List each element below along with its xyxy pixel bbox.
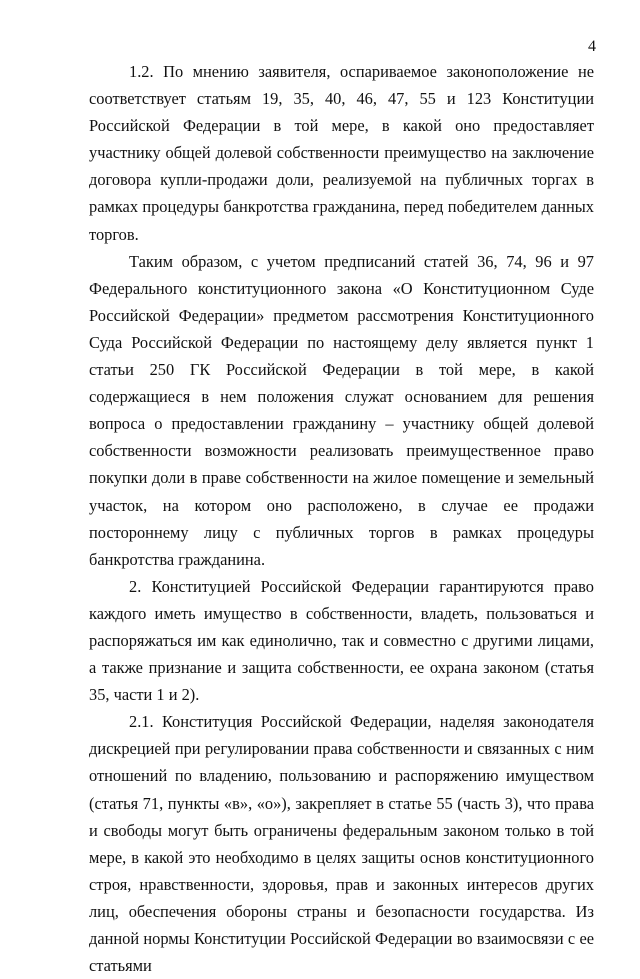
paragraph-1-2: 1.2. По мнению заявителя, оспариваемое законоположение не соответствует статьям 19, 35, 40, 46, 47, 55 и 123 Конституции Российской Федерации в той мере, в какой оно предоставляет участнику общей долевой собственности преимущество на заключение договора купли-продажи доли, реализуемой на публичных торгах в рамках процедуры банкротства гражданина, перед победителем данных торгов. [89,62,594,244]
paragraph-2-1: 2.1. Конституция Российской Федерации, наделяя законодателя дискрецией при регулировании права собственности и связанных с ним отношений по владению, пользованию и распоряжению имуществом (статья 71, пункты «в», «о»), закрепляет в статье 55 (часть 3), что права и свободы могут быть ограничены федеральным законом только в той мере, в какой это необходимо в целях защиты основ конституционного строя, нравственности, здоровья, прав и законных интересов других лиц, обеспечения обороны страны и безопасности государства. Из данной нормы Конституции Российской Федерации во взаимосвязи с ее статьями [89,712,594,976]
paragraph-subject-of-review: Таким образом, с учетом предписаний статей 36, 74, 96 и 97 Федерального конституционного закона «О Конституционном Суде Российской Федерации» предметом рассмотрения Конституционного Суда Российской Федерации по настоящему делу является пункт 1 статьи 250 ГК Российской Федерации в той мере, в какой содержащиеся в нем положения служат основанием для решения вопроса о предоставлении гражданину – участнику общей долевой собственности возможности реализовать преимущественное право покупки доли в праве собственности на жилое помещение и земельный участок, на котором оно расположено, в случае ее продажи постороннему лицу с публичных торгов в рамках процедуры банкротства гражданина. [89,251,594,569]
paragraph-2: 2. Конституцией Российской Федерации гарантируются право каждого иметь имущество в собственности, владеть, пользоваться и распоряжаться им как единолично, так и совместно с другими лицами, а также признание и защита собственности, ее охрана законом (статья 35, части 1 и 2). [89,576,594,705]
document-body [89,58,594,979]
page-number: 4 [588,38,596,55]
